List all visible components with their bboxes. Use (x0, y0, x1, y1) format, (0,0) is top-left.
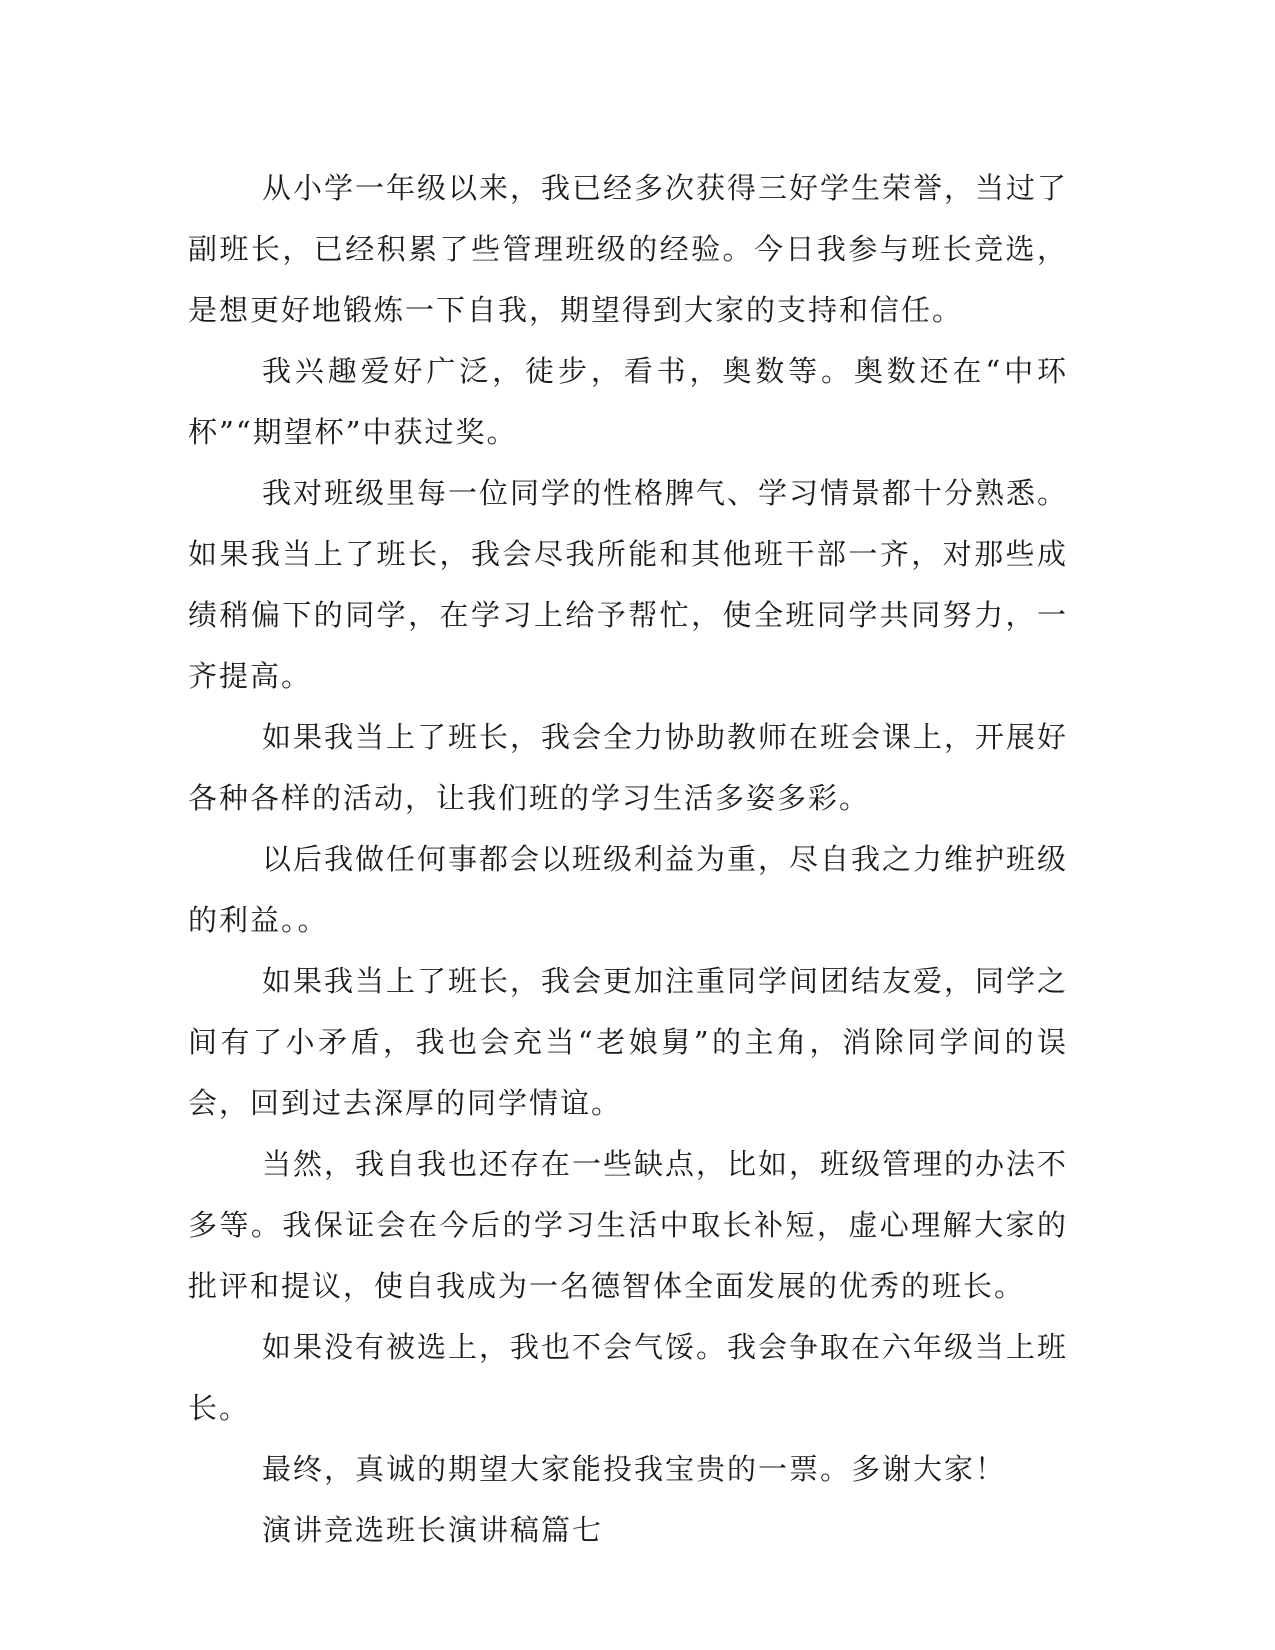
section-heading: 演讲竞选班长演讲稿篇七 (262, 1513, 604, 1547)
paragraph-1: 从小学一年级以来，我已经多次获得三好学生荣誉，当过了副班长，已经积累了些管理班级的经验。今日我参与班长竞选，是想更好地锻炼一下自我，期望得到大家的支持和信任。 (188, 171, 1069, 327)
paragraph-5: 以后我做任何事都会以班级利益为重，尽自我之力维护班级的利益。。 (188, 842, 1069, 937)
paragraph-3: 我对班级里每一位同学的性格脾气、学习情景都十分熟悉。如果我当上了班长，我会尽我所能和其他班干部一齐，对那些成绩稍偏下的同学，在学习上给予帮忙，使全班同学共同努力，一齐提高。 (188, 476, 1069, 693)
paragraph-2: 我兴趣爱好广泛，徒步，看书，奥数等。奥数还在“中环杯”“期望杯”中获过奖。 (188, 354, 1068, 449)
paragraph-4: 如果我当上了班长，我会全力协助教师在班会课上，开展好各种各样的活动，让我们班的学习生活多姿多彩。 (188, 720, 1069, 815)
document-body (188, 158, 1068, 1561)
paragraph-8: 如果没有被选上，我也不会气馁。我会争取在六年级当上班长。 (188, 1330, 1069, 1425)
paragraph-9: 最终，真诚的期望大家能投我宝贵的一票。多谢大家！ (262, 1452, 1007, 1486)
paragraph-6: 如果我当上了班长，我会更加注重同学间团结友爱，同学之间有了小矛盾，我也会充当“老娘舅”的主角，消除同学间的误会，回到过去深厚的同学情谊。 (188, 964, 1069, 1120)
paragraph-7: 当然，我自我也还存在一些缺点，比如，班级管理的办法不多等。我保证会在今后的学习生活中取长补短，虚心理解大家的批评和提议，使自我成为一名德智体全面发展的优秀的班长。 (188, 1147, 1069, 1303)
